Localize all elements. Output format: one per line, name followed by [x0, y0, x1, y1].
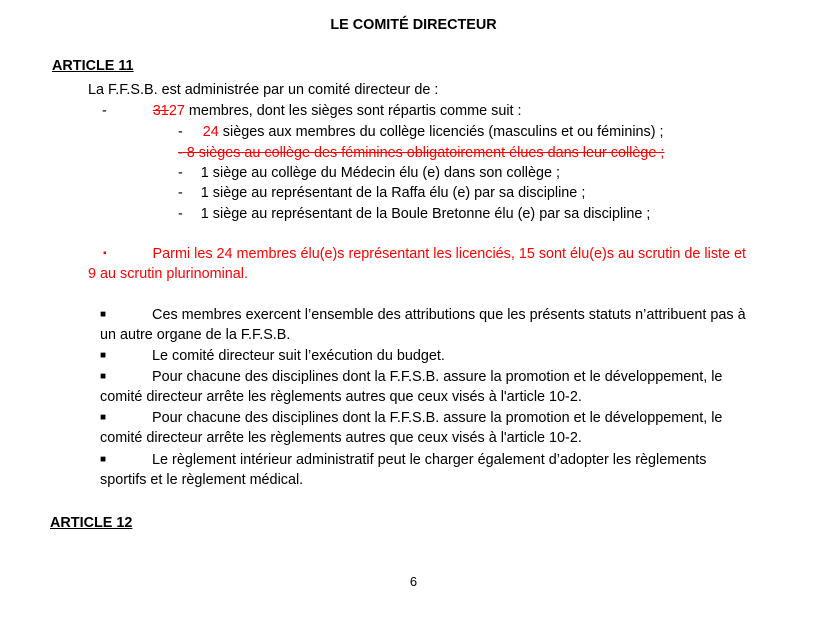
paragraph-line: comité directeur arrête les règlements autres que ceux visés à l'article 10-2. — [100, 389, 582, 405]
paragraph-line: Ces membres exercent l’ensemble des attributions que les présents statuts n’attribuent pas à — [152, 307, 746, 323]
members-new-number: 27 — [168, 103, 185, 119]
paragraph-attributions — [100, 307, 746, 323]
paragraph-line: comité directeur arrête les règlements autres que ceux visés à l'article 10-2. — [100, 430, 582, 446]
seat-dash: - — [178, 206, 183, 222]
paragraph-line: Pour chacune des disciplines dont la F.F.S.B. assure la promotion et le développement, le — [152, 369, 723, 385]
red-note-line2: 9 au scrutin plurinominal. — [88, 266, 248, 282]
seat-text: sièges aux membres du collège licenciés (masculins et ou féminins) ; — [218, 124, 664, 140]
paragraph-disciplines-1 — [100, 369, 722, 385]
square-bullet-icon: ■ — [100, 309, 107, 320]
seat-item-feminines-deleted — [178, 145, 664, 161]
paragraph-line: un autre organe de la F.F.S.B. — [100, 327, 291, 343]
square-bullet-icon: ■ — [100, 412, 107, 423]
seat-dash: - — [178, 165, 183, 181]
seat-dash: - — [178, 185, 183, 201]
paragraph-line: sportifs et le règlement médical. — [100, 472, 304, 488]
paragraph-line: Le comité directeur suit l’exécution du budget. — [152, 348, 445, 364]
paragraph-reglement-interieur — [100, 452, 706, 468]
seat-item-boule-bretonne — [178, 206, 650, 222]
article-12-heading: ARTICLE 12 — [50, 515, 133, 531]
seat-text: 8 sièges au collège des féminines obligatoirement élues dans leur collège ; — [182, 145, 665, 161]
members-line — [102, 103, 522, 119]
paragraph-budget — [100, 348, 445, 364]
square-bullet-icon: ■ — [100, 350, 107, 361]
article-11-intro: La F.F.S.B. est administrée par un comité directeur de : — [88, 82, 439, 98]
square-bullet-icon: ▪ — [103, 248, 107, 259]
members-old-number: 31 — [152, 103, 169, 119]
members-dash: - — [102, 103, 107, 119]
red-note-text: Parmi les 24 membres élu(e)s représentant les licenciés, 15 sont élu(e)s au scrutin de liste et — [152, 246, 747, 262]
paragraph-line: Le règlement intérieur administratif peut le charger également d’adopter les règlements — [152, 452, 707, 468]
seat-text: 1 siège au représentant de la Boule Bretonne élu (e) par sa discipline ; — [200, 206, 651, 222]
seat-dash: - — [178, 124, 183, 140]
seat-item-medecin — [178, 165, 560, 181]
paragraph-line: Pour chacune des disciplines dont la F.F.S.B. assure la promotion et le développement, le — [152, 410, 723, 426]
page-title: LE COMITÉ DIRECTEUR — [330, 17, 497, 33]
square-bullet-icon: ■ — [100, 371, 107, 382]
seat-text: 1 siège au collège du Médecin élu (e) dans son collège ; — [200, 165, 560, 181]
seat-number: 24 — [202, 124, 219, 140]
square-bullet-icon: ■ — [100, 454, 107, 465]
members-text: membres, dont les sièges sont répartis comme suit : — [184, 103, 522, 119]
paragraph-disciplines-2 — [100, 410, 722, 426]
seat-item-raffa — [178, 185, 585, 201]
red-note-line1 — [103, 246, 746, 262]
seat-dash: - — [178, 145, 183, 161]
page-number: 6 — [409, 574, 418, 589]
article-11-heading: ARTICLE 11 — [52, 58, 134, 74]
seat-item-college-licencies — [178, 124, 664, 140]
seat-text: 1 siège au représentant de la Raffa élu (e) par sa discipline ; — [200, 185, 586, 201]
